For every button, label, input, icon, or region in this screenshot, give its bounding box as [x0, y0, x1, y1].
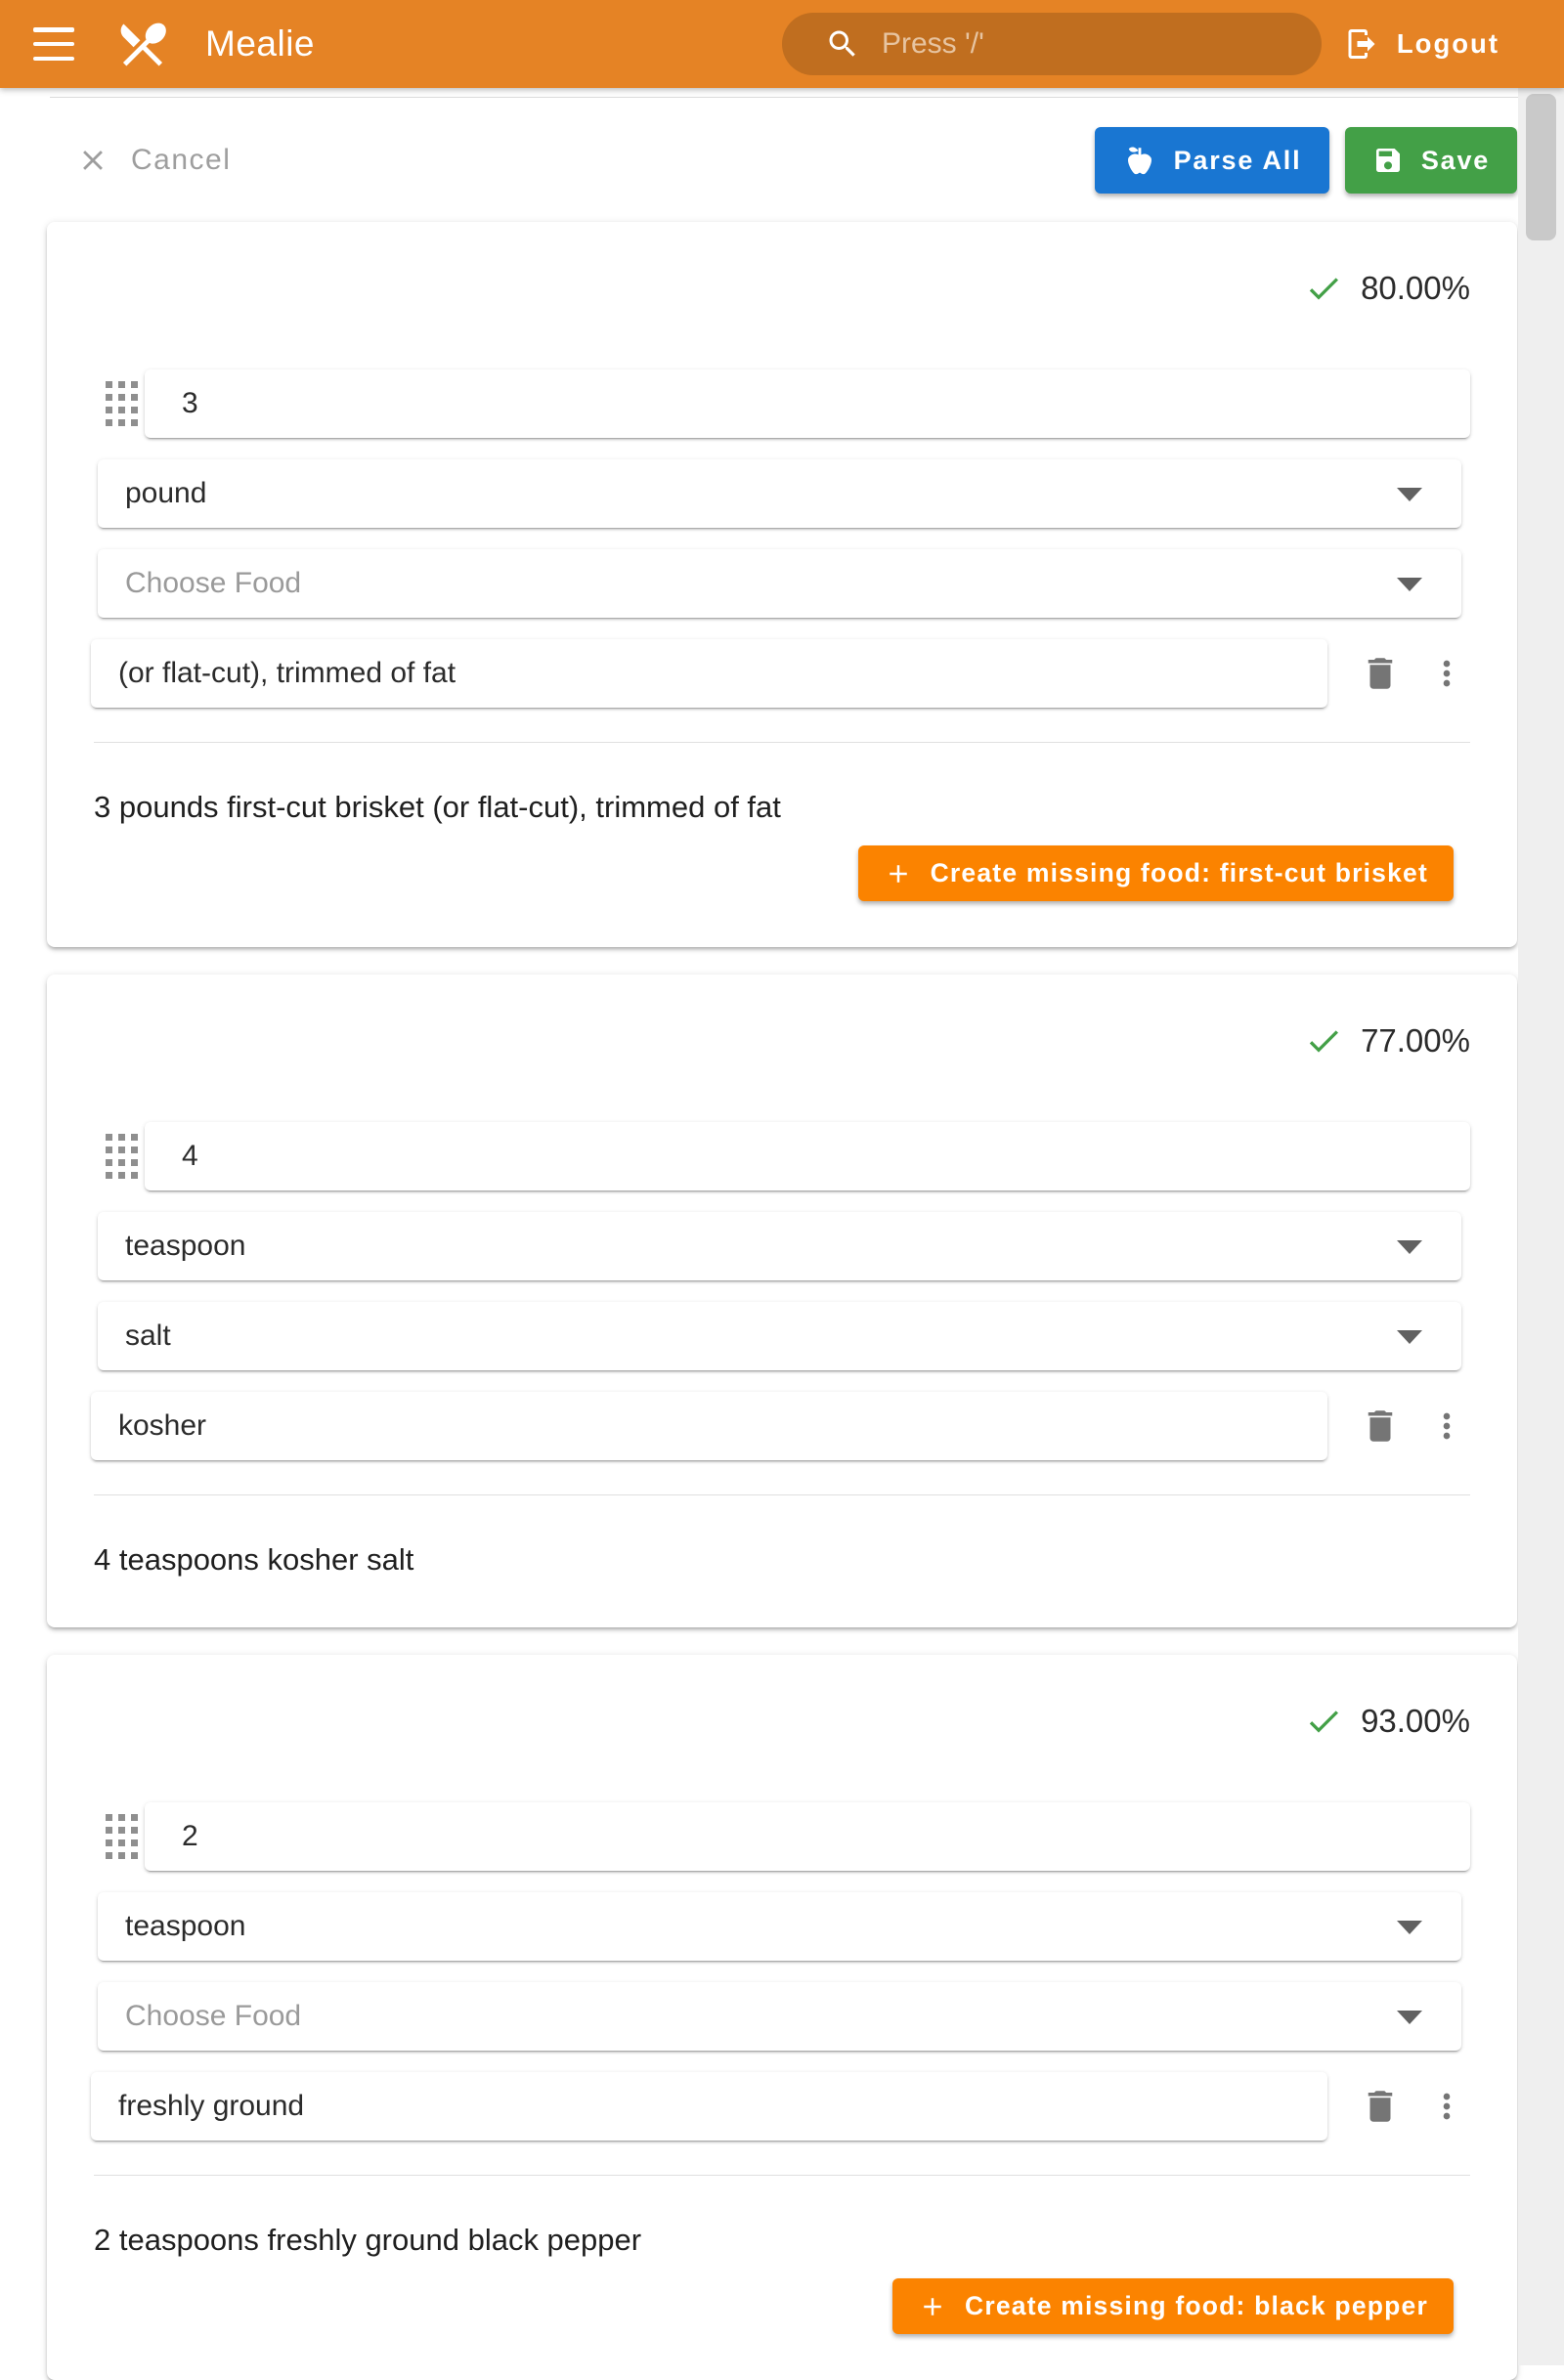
- logout-button[interactable]: [1344, 0, 1499, 88]
- original-text: 3 pounds first-cut brisket (or flat-cut), trimmed of fat: [94, 790, 781, 824]
- original-text: 2 teaspoons freshly ground black pepper: [94, 2223, 642, 2257]
- apple-icon: [1123, 144, 1156, 177]
- more-options-button[interactable]: [1421, 1401, 1472, 1451]
- search-input[interactable]: [782, 13, 1322, 75]
- menu-icon: [33, 27, 74, 32]
- hamburger-menu-button[interactable]: [33, 27, 74, 61]
- confidence-value: 77.00%: [1361, 1022, 1470, 1059]
- scrollbar-track[interactable]: [1518, 88, 1564, 2365]
- ingredient-card: [47, 1655, 1517, 2380]
- card-divider: [94, 742, 1470, 743]
- food-select-input[interactable]: [98, 549, 1461, 618]
- food-select[interactable]: [98, 1982, 1461, 2051]
- food-select-input[interactable]: [98, 1982, 1461, 2051]
- ingredient-list: [47, 222, 1517, 2380]
- delete-button[interactable]: [1353, 646, 1408, 701]
- unit-select[interactable]: [98, 459, 1461, 528]
- check-icon: [1304, 1702, 1343, 1741]
- save-label: Save: [1420, 145, 1491, 175]
- ingredient-card: [47, 974, 1517, 1627]
- create-food-button[interactable]: [892, 2278, 1454, 2334]
- unit-select-input[interactable]: [98, 1892, 1461, 1961]
- create-food-row: [47, 845, 1517, 901]
- unit-select-input[interactable]: [98, 1212, 1461, 1280]
- delete-button[interactable]: [1353, 2079, 1408, 2134]
- quantity-input[interactable]: [145, 369, 1470, 438]
- ingredient-fields: [47, 1122, 1517, 1460]
- card-divider: [94, 1494, 1470, 1495]
- confidence-row: [47, 974, 1517, 1062]
- card-divider: [94, 2175, 1470, 2176]
- unit-select[interactable]: [98, 1892, 1461, 1961]
- page-content: [0, 88, 1564, 2380]
- more-options-button[interactable]: [1421, 2081, 1472, 2132]
- logout-icon: [1344, 26, 1379, 62]
- search-icon: [825, 26, 860, 62]
- plus-icon: [918, 2292, 947, 2321]
- save-button[interactable]: [1345, 127, 1517, 194]
- app-title[interactable]: Mealie: [205, 23, 315, 64]
- note-input[interactable]: [91, 639, 1327, 708]
- unit-select-input[interactable]: [98, 459, 1461, 528]
- kebab-menu-icon: [1427, 1406, 1466, 1446]
- drag-handle[interactable]: [106, 1814, 137, 1859]
- drag-handle[interactable]: [106, 381, 137, 426]
- note-input[interactable]: [91, 2072, 1327, 2141]
- kebab-menu-icon: [1427, 654, 1466, 693]
- note-input[interactable]: [91, 1392, 1327, 1460]
- create-food-label: Create missing food: first-cut brisket: [930, 858, 1428, 887]
- kebab-menu-icon: [1427, 2087, 1466, 2126]
- scrollbar-thumb[interactable]: [1526, 94, 1556, 240]
- more-options-button[interactable]: [1421, 648, 1472, 699]
- drag-handle[interactable]: [106, 1134, 137, 1179]
- ingredient-fields: [47, 369, 1517, 708]
- ingredient-fields: [47, 1802, 1517, 2141]
- confidence-value: 80.00%: [1361, 270, 1470, 306]
- cancel-label: Cancel: [131, 144, 232, 176]
- parse-all-label: Parse All: [1173, 145, 1302, 175]
- cancel-button[interactable]: [76, 144, 231, 177]
- trash-icon: [1360, 1406, 1401, 1447]
- silverware-icon: [114, 16, 171, 72]
- check-icon: [1304, 1021, 1343, 1060]
- unit-select[interactable]: [98, 1212, 1461, 1280]
- original-text: 4 teaspoons kosher salt: [94, 1542, 414, 1577]
- delete-button[interactable]: [1353, 1399, 1408, 1453]
- app-logo[interactable]: [113, 15, 172, 73]
- confidence-row: [47, 222, 1517, 310]
- logout-label: Logout: [1396, 28, 1499, 59]
- food-select-input[interactable]: [98, 1302, 1461, 1370]
- toolbar-actions: [1095, 127, 1517, 194]
- app-header: [0, 0, 1564, 88]
- food-select[interactable]: [98, 549, 1461, 618]
- toolbar: [47, 127, 1517, 194]
- save-icon: [1372, 145, 1404, 176]
- confidence-row: [47, 1655, 1517, 1743]
- check-icon: [1304, 269, 1343, 308]
- create-food-label: Create missing food: black pepper: [964, 2291, 1428, 2320]
- close-icon: [76, 144, 109, 177]
- create-food-row: [47, 2278, 1517, 2334]
- search-placeholder: Press '/': [882, 27, 984, 60]
- quantity-input[interactable]: [145, 1122, 1470, 1190]
- trash-icon: [1360, 653, 1401, 694]
- ingredient-card: [47, 222, 1517, 947]
- confidence-value: 93.00%: [1361, 1703, 1470, 1739]
- food-select[interactable]: [98, 1302, 1461, 1370]
- parse-all-button[interactable]: [1095, 127, 1329, 194]
- quantity-input[interactable]: [145, 1802, 1470, 1871]
- create-food-button[interactable]: [858, 845, 1454, 901]
- trash-icon: [1360, 2086, 1401, 2127]
- plus-icon: [884, 859, 913, 888]
